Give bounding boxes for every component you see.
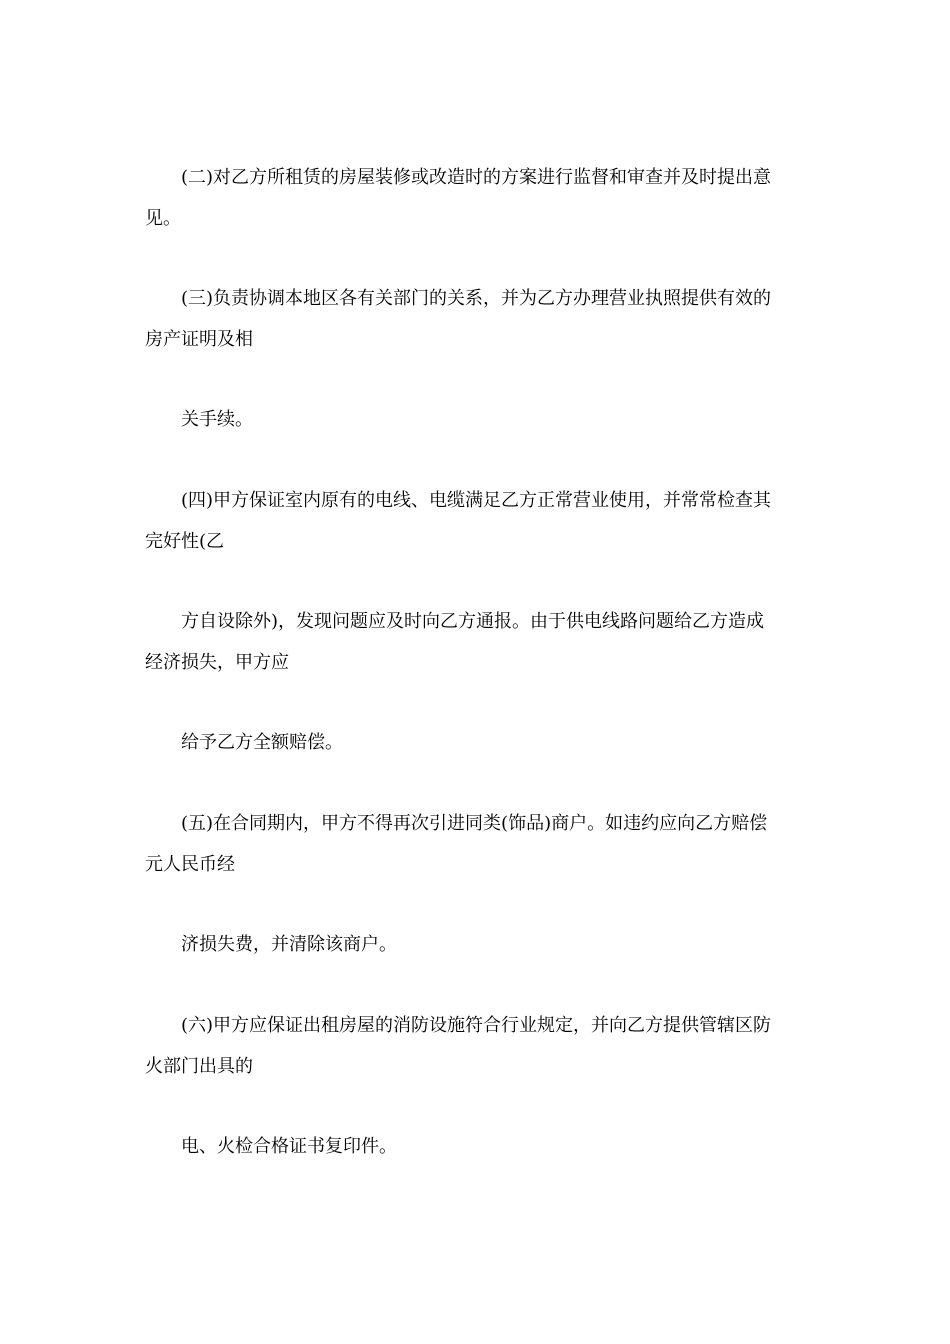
paragraph-2-line-2: 见。 (145, 208, 181, 229)
paragraph-4-line-2: 完好性(乙 (145, 531, 225, 552)
paragraph-4-line-4: 经济损失，甲方应 (145, 652, 289, 673)
paragraph-4-line-3: 方自设除外)，发现问题应及时向乙方通报。由于供电线路问题给乙方造成 (181, 611, 765, 632)
paragraph-6-line-1: (六)甲方应保证出租房屋的消防设施符合行业规定，并向乙方提供管辖区防 (181, 1015, 772, 1036)
paragraph-5-line-2: 元人民币经 (145, 854, 235, 875)
paragraph-3-line-3: 关手续。 (181, 409, 253, 430)
paragraph-5-line-1: (五)在合同期内，甲方不得再次引进同类(饰品)商户。如违约应向乙方赔偿 (181, 813, 768, 834)
paragraph-6-line-2: 火部门出具的 (145, 1056, 253, 1077)
paragraph-3-line-1: (三)负责协调本地区各有关部门的关系，并为乙方办理营业执照提供有效的 (181, 288, 772, 309)
paragraph-2-line-1: (二)对乙方所租赁的房屋装修或改造时的方案进行监督和审查并及时提出意 (181, 167, 772, 188)
paragraph-3-line-2: 房产证明及相 (145, 329, 253, 350)
paragraph-4-line-5: 给予乙方全额赔偿。 (181, 732, 343, 753)
paragraph-4-line-1: (四)甲方保证室内原有的电线、电缆满足乙方正常营业使用，并常常检查其 (181, 490, 772, 511)
paragraph-5-line-3: 济损失费，并清除该商户。 (181, 934, 397, 955)
paragraph-6-line-3: 电、火检合格证书复印件。 (181, 1136, 397, 1157)
